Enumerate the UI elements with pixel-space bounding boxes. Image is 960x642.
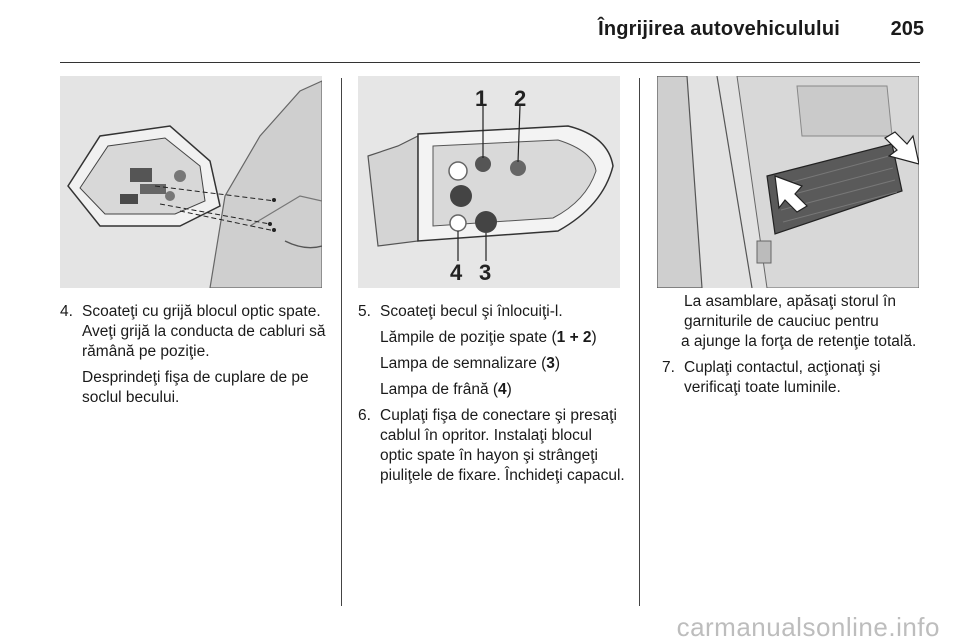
step-5 [358, 302, 628, 322]
assembly-note [662, 292, 952, 352]
assembly-note-line-1: La asamblare, apăsaţi storul în [684, 293, 896, 310]
line-position-lamps [358, 328, 628, 348]
step-5-number: 5. [358, 303, 371, 320]
assembly-note-line-2: garniturile de cauciuc pentru [684, 313, 879, 330]
assembly-note-line-3: a ajunge la forţa de retenţie totală. [681, 333, 917, 350]
figure-bulb-holder [358, 76, 620, 288]
figure-cover-installation [657, 76, 919, 288]
callout-label-4: 4 [450, 260, 463, 285]
header-title: Îngrijirea autovehiculului [598, 18, 840, 40]
callout-label-3: 3 [479, 260, 492, 285]
page-number: 205 [890, 18, 924, 40]
step-6-text: Cuplaţi fişa de conectare şi presaţi cablul în opritor. Instalaţi blocul optic spate în hayon şi strângeţi piuliţele de fixare. Închideţi capacul. [380, 407, 625, 484]
line-signal-lamp [358, 354, 628, 374]
step-7 [662, 358, 902, 398]
column-divider-1 [341, 78, 342, 606]
step-7-number: 7. [662, 359, 675, 376]
column-2-text [358, 302, 628, 486]
header-rule [60, 62, 920, 63]
step-6 [358, 406, 628, 486]
line-signal-post: ) [554, 355, 561, 372]
line-signal-pre: Lampa de semnalizare ( [380, 355, 547, 372]
step-5-text: Scoateţi becul şi înlocuiţi-l. [380, 303, 563, 320]
line-position-pre: Lămpile de poziţie spate ( [380, 329, 557, 346]
figure-tail-light-removal [60, 76, 322, 288]
column-1-text [60, 302, 330, 408]
callout-label-1: 1 [475, 86, 488, 111]
line-brake-bold: 4 [498, 381, 507, 398]
line-brake-post: ) [506, 381, 512, 398]
line-brake-pre: Lampa de frână ( [380, 381, 499, 398]
step-7-text: Cuplaţi contactul, acţionaţi şi verificaţi toate luminile. [684, 359, 881, 396]
callout-label-2: 2 [514, 86, 527, 111]
step-6-number: 6. [358, 407, 371, 424]
step-4-text: Scoateţi cu grijă blocul optic spate. Aveţi grijă la conducta de cabluri să rămână pe poziţie. [82, 303, 326, 360]
line-position-bold: 1 + 2 [556, 329, 592, 346]
step-4 [60, 302, 330, 362]
column-3-text [662, 292, 952, 398]
line-brake-lamp [358, 380, 628, 400]
line-signal-bold: 3 [546, 355, 555, 372]
line-position-post: ) [591, 329, 597, 346]
step-4-number: 4. [60, 303, 73, 320]
column-divider-2 [639, 78, 640, 606]
step-4-subtext: Desprindeţi fişa de cuplare de pe soclul becului. [82, 369, 309, 406]
watermark: carmanualsonline.info [676, 612, 940, 642]
